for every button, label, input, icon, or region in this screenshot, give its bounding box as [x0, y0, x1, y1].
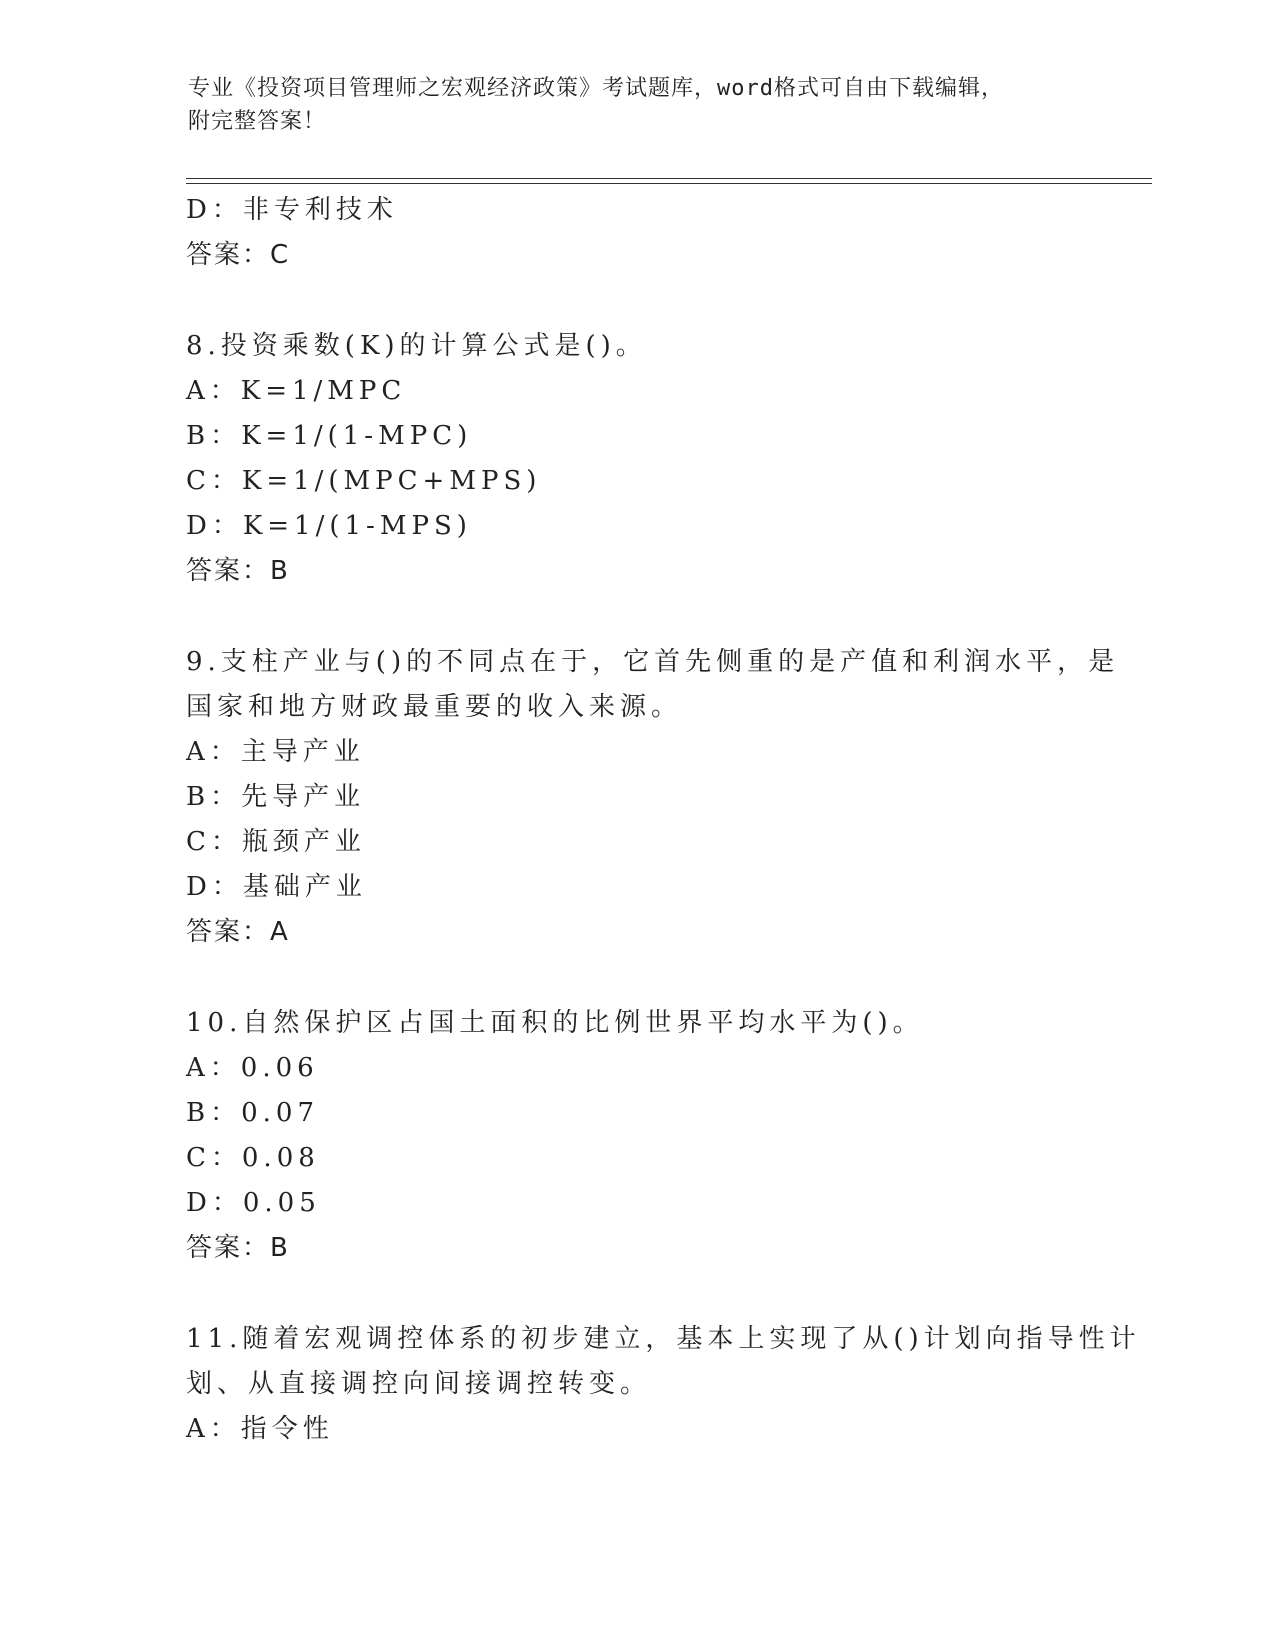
- option-a: A：K=1/MPC: [186, 376, 407, 406]
- question-stem-continued: 划、从直接调控向间接调控转变。: [186, 1369, 652, 1399]
- option-b: B：K=1/(1-MPC): [186, 421, 473, 451]
- option-d: D：基础产业: [186, 872, 367, 902]
- option-d: D：非专利技术: [186, 195, 398, 225]
- spacer: [186, 955, 1086, 1001]
- question-stem: 11.随着宏观调控体系的初步建立，基本上实现了从()计划向指导性计: [186, 1324, 1141, 1354]
- spacer: [186, 594, 1086, 640]
- option-d: D：K=1/(1-MPS): [186, 511, 472, 541]
- option-b: B：0.07: [186, 1098, 319, 1128]
- header-divider-bottom: [186, 183, 1152, 184]
- spacer: [186, 1271, 1086, 1317]
- option-a: A：0.06: [186, 1053, 319, 1083]
- option-b: B：先导产业: [186, 782, 366, 812]
- header-line-1: 专业《投资项目管理师之宏观经济政策》考试题库，word格式可自由下载编辑，: [188, 76, 1004, 101]
- document-header: [188, 72, 1068, 138]
- answer-line: 答案：B: [186, 1233, 290, 1263]
- question-stem: 9.支柱产业与()的不同点在于，它首先侧重的是产值和利润水平，是: [186, 647, 1120, 677]
- header-line-2: 附完整答案！: [188, 109, 327, 134]
- answer-line: 答案：A: [186, 917, 290, 947]
- question-11: [186, 1317, 1141, 1452]
- spacer: [186, 278, 1086, 324]
- question-list: [186, 188, 1141, 1452]
- option-c: C：K=1/(MPC+MPS): [186, 466, 542, 496]
- option-c: C：瓶颈产业: [186, 827, 366, 857]
- answer-line: 答案：B: [186, 556, 290, 586]
- question-9: [186, 640, 1120, 955]
- header-divider-top: [186, 178, 1152, 179]
- option-d: D：0.05: [186, 1188, 321, 1218]
- question-stem-continued: 国家和地方财政最重要的收入来源。: [186, 692, 683, 722]
- answer-line: 答案：C: [186, 240, 291, 270]
- option-a: A：主导产业: [186, 737, 365, 767]
- option-a: A：指令性: [186, 1414, 334, 1444]
- question-10: [186, 1001, 1086, 1271]
- question-stem: 10.自然保护区占国土面积的比例世界平均水平为()。: [186, 1008, 924, 1038]
- option-c: C：0.08: [186, 1143, 320, 1173]
- question-8: [186, 324, 1086, 594]
- question-stem: 8.投资乘数(K)的计算公式是()。: [186, 331, 647, 361]
